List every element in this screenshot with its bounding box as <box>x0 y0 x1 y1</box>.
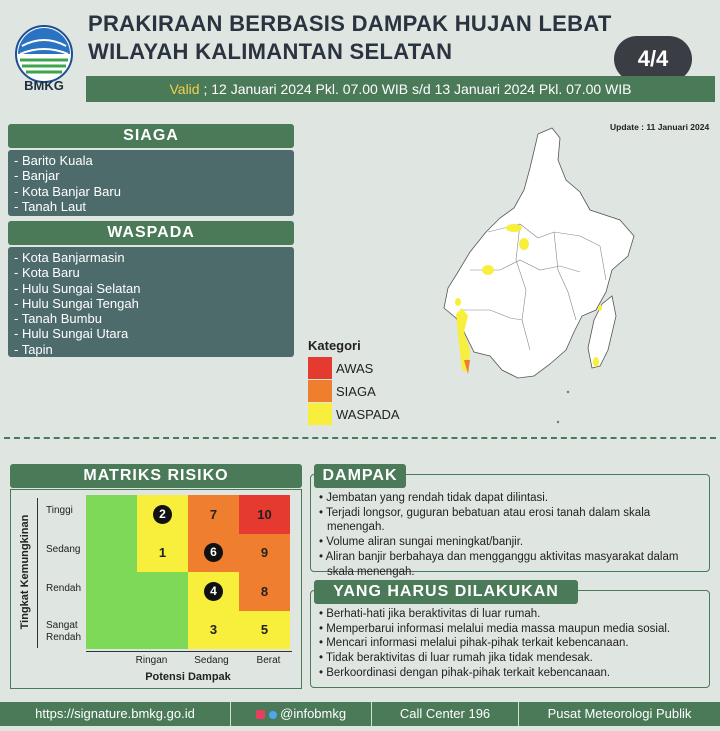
kategori-swatch-siaga <box>308 380 332 402</box>
dilakukan-item: • Tidak beraktivitas di luar rumah jika tidak mendesak. <box>319 652 593 665</box>
footer <box>0 702 720 726</box>
matrix-cell-value: 7 <box>209 506 218 522</box>
valid-period-text: ; 12 Januari 2024 Pkl. 07.00 WIB s/d 13 Januari 2024 Pkl. 07.00 WIB <box>199 81 632 97</box>
update-label: Update : 11 Januari 2024 <box>610 122 710 132</box>
matrix-cell <box>188 572 239 611</box>
dilakukan-item: • Berhati-hati jika beraktivitas di luar rumah. <box>319 608 541 620</box>
matrix-cell-value: 8 <box>260 583 269 599</box>
matrix-y-axis-line <box>37 498 38 648</box>
social-handle: @infobmkg <box>280 706 347 721</box>
footer-social[interactable] <box>231 702 371 726</box>
kategori-label-waspada: WASPADA <box>336 407 400 422</box>
valid-period-bar <box>86 76 715 102</box>
matrix-x-tick: Berat <box>256 655 281 666</box>
valid-label: Valid <box>169 81 200 97</box>
kategori-swatch-awas <box>308 357 332 379</box>
siaga-item: - Tanah Laut <box>14 198 87 214</box>
dampak-box <box>310 474 710 578</box>
matrix-cell <box>86 572 137 611</box>
matrix-x-axis-line <box>86 651 292 652</box>
matrix-y-axis-text: Tingkat Kemungkinan <box>19 514 31 630</box>
waspada-item: - Kota Baru <box>14 265 80 281</box>
waspada-list <box>8 247 294 357</box>
matrix-cell <box>86 611 137 650</box>
dampak-item: • Terjadi longsor, guguran bebatuan atau erosi tanah dalam skala menengah. <box>319 506 651 534</box>
dampak-title: DAMPAK <box>314 464 406 488</box>
kategori-label-siaga: SIAGA <box>336 384 376 399</box>
dampak-item: • Jembatan yang rendah tidak dapat dilintasi. <box>319 492 549 504</box>
siaga-item: - Banjar <box>14 168 60 184</box>
twitter-icon <box>269 711 277 719</box>
matrix-cell <box>239 611 290 650</box>
matrix-cell <box>86 534 137 573</box>
matrix-x-tick: Sedang <box>194 655 229 666</box>
waspada-item: - Tanah Bumbu <box>14 311 102 327</box>
kategori-label-awas: AWAS <box>336 361 374 376</box>
siaga-list <box>8 150 294 216</box>
matrix-cell-value-selected: 6 <box>204 543 223 562</box>
title-line-1: PRAKIRAAN BERBASIS DAMPAK HUJAN LEBAT <box>88 11 612 36</box>
matrix-cell-value: 1 <box>158 545 167 561</box>
kategori-swatch-waspada <box>308 403 332 425</box>
siaga-item: - Kota Banjar Baru <box>14 183 121 199</box>
page-badge: 4/4 <box>614 36 692 82</box>
dilakukan-item: • Mencari informasi melalui pihak-pihak terkait kebencanaan. <box>319 637 629 650</box>
matrix-cell <box>86 495 137 534</box>
matrix-cell-value: 10 <box>257 506 272 522</box>
matrix-cell-value: 3 <box>209 622 218 638</box>
matrix-cell <box>188 495 239 534</box>
waspada-item: - Hulu Sungai Utara <box>14 326 129 342</box>
matrix-x-axis-label: Potensi Dampak <box>145 671 231 683</box>
dampak-item: • Volume aliran sungai meningkat/banjir. <box>319 536 524 549</box>
matrix-cell <box>137 534 188 573</box>
dilakukan-item: • Memperbarui informasi melalui media massa maupun media sosial. <box>319 622 671 635</box>
matrix-y-tick: Sedang <box>46 544 81 555</box>
instagram-icon <box>256 710 265 719</box>
waspada-item: - Kota Banjarmasin <box>14 250 125 265</box>
matrix-cell <box>137 572 188 611</box>
matrix-cell <box>188 611 239 650</box>
matrix-cell <box>137 611 188 650</box>
dilakukan-title: YANG HARUS DILAKUKAN <box>314 580 578 604</box>
matrix-cell-value: 9 <box>260 545 269 561</box>
waspada-item: - Tapin <box>14 341 53 357</box>
waspada-item: - Hulu Sungai Selatan <box>14 280 141 296</box>
waspada-title: WASPADA <box>8 221 294 245</box>
matrix-cell <box>188 534 239 573</box>
matrix-x-tick: Ringan <box>135 655 168 666</box>
page-title <box>88 10 648 66</box>
siaga-item: - Barito Kuala <box>14 153 93 168</box>
kalimantan-selatan-map <box>430 120 650 436</box>
matrix-cell-value-selected: 4 <box>204 582 223 601</box>
matrix-cell <box>239 495 290 534</box>
footer-call-center: Call Center 196 <box>399 706 491 721</box>
logo-text: BMKG <box>24 78 64 93</box>
footer-org: Pusat Meteorologi Publik <box>547 706 692 721</box>
matrix-y-tick: Tinggi <box>46 505 73 516</box>
risk-matrix-grid <box>86 495 290 649</box>
matrix-cell <box>239 572 290 611</box>
matrix-title: MATRIKS RISIKO <box>10 464 302 488</box>
dilakukan-box <box>310 590 710 688</box>
matrix-y-tick: Sangat Rendah <box>46 620 82 643</box>
siaga-title: SIAGA <box>8 124 294 148</box>
section-divider <box>4 437 716 439</box>
title-line-2: WILAYAH KALIMANTAN SELATAN <box>88 39 453 64</box>
matrix-cell-value-selected: 2 <box>153 505 172 524</box>
footer-website[interactable]: https://signature.bmkg.go.id <box>35 706 195 721</box>
waspada-item: - Hulu Sungai Tengah <box>14 295 139 311</box>
matrix-y-tick: Rendah <box>46 583 82 594</box>
kategori-title: Kategori <box>308 338 361 353</box>
matrix-cell <box>137 495 188 534</box>
matrix-cell <box>239 534 290 573</box>
dilakukan-item: • Berkoordinasi dengan pihak-pihak terkait kebencanaan. <box>319 666 611 679</box>
dampak-item: • Aliran banjir berbahaya dan mengganggu aktivitas masyarakat dalam skala menengah. <box>319 550 679 578</box>
matrix-cell-value: 5 <box>260 622 269 638</box>
matrix-y-axis-label <box>18 500 32 650</box>
